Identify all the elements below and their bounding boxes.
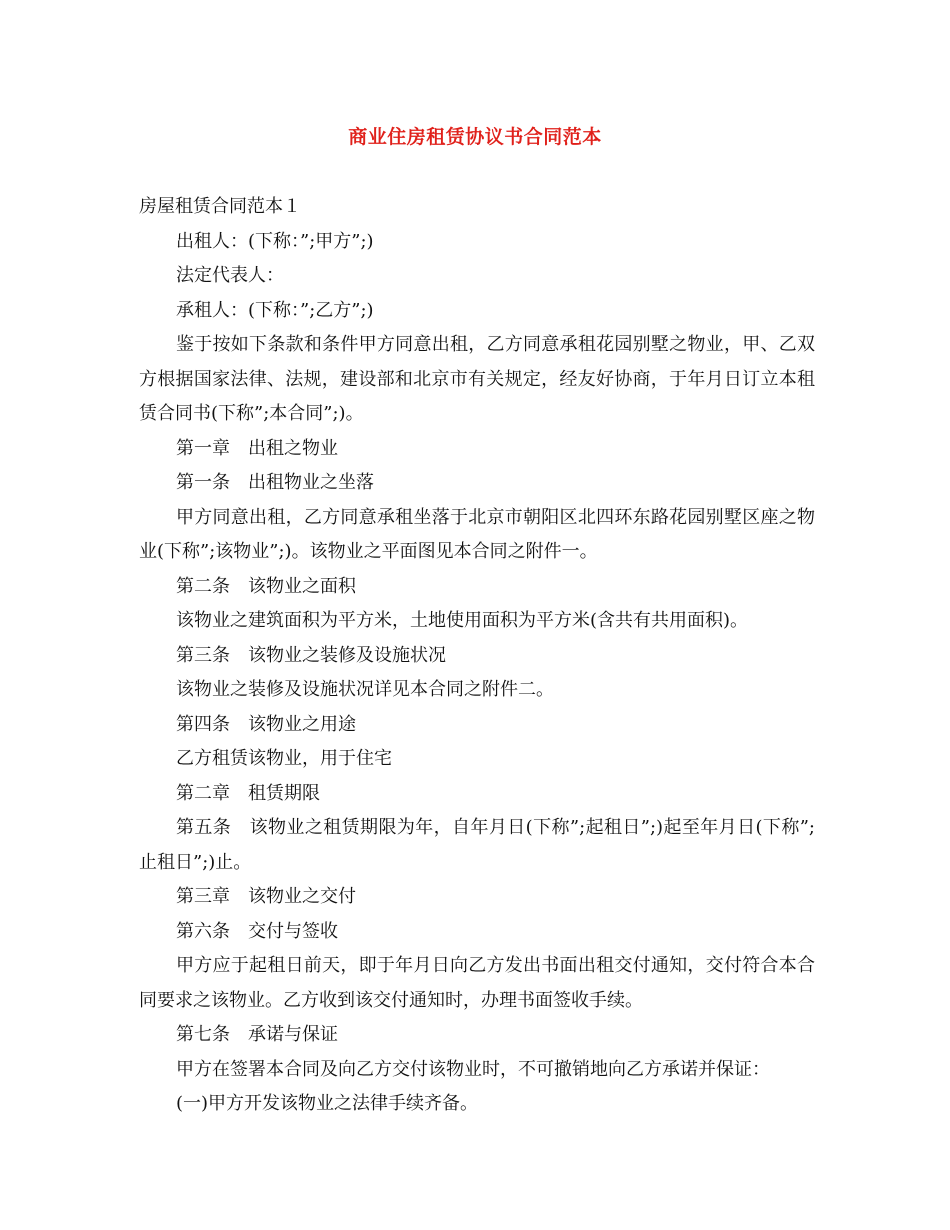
paragraph: 第四条 该物业之用途 — [176, 713, 356, 735]
document-body — [139, 190, 815, 1122]
paragraph: 甲方在签署本合同及向乙方交付该物业时，不可撤销地向乙方承诺并保证： — [176, 1058, 770, 1080]
paragraph: 第六条 交付与签收 — [176, 920, 338, 942]
paragraph: (一)甲方开发该物业之法律手续齐备。 — [176, 1093, 479, 1114]
paragraph: 第一条 出租物业之坐落 — [176, 472, 374, 493]
paragraph: 第三条 该物业之装修及设施状况 — [176, 644, 446, 666]
document-title: 商业住房租赁协议书合同范本 — [348, 126, 602, 148]
paragraph: 该物业之装修及设施状况详见本合同之附件二。 — [176, 679, 554, 700]
paragraph: 承租人：(下称：”;乙方”;) — [176, 299, 374, 321]
paragraph: 鉴于按如下条款和条件甲方同意出租，乙方同意承租花园别墅之物业，甲、乙双方根据国家法律、法规，建设部和北京市有关规定，经友好协商，于年月日订立本租赁合同书(下称”;本合同”;)。 — [139, 334, 815, 424]
paragraph: 第三章 该物业之交付 — [176, 886, 356, 907]
paragraph: 房屋租赁合同范本１ — [139, 196, 301, 217]
paragraph: 该物业之建筑面积为平方米，土地使用面积为平方米(含共有共用面积)。 — [176, 610, 749, 631]
paragraph: 法定代表人： — [176, 265, 284, 286]
paragraph: 出租人：(下称：”;甲方”;) — [176, 230, 374, 252]
paragraph: 第五条 该物业之租赁期限为年，自年月日(下称”;起租日”;)起至年月日(下称”;止租日”;)止。 — [139, 817, 815, 873]
paragraph: 第二章 租赁期限 — [176, 782, 320, 804]
paragraph: 乙方租赁该物业，用于住宅 — [176, 748, 392, 769]
paragraph: 甲方同意出租，乙方同意承租坐落于北京市朝阳区北四环东路花园别墅区座之物业(下称”;该物业”;)。该物业之平面图见本合同之附件一。 — [139, 506, 815, 562]
paragraph: 第一章 出租之物业 — [176, 437, 338, 459]
paragraph: 第七条 承诺与保证 — [176, 1024, 338, 1045]
paragraph: 甲方应于起租日前天，即于年月日向乙方发出书面出租交付通知，交付符合本合同要求之该物业。乙方收到该交付通知时，办理书面签收手续。 — [139, 955, 815, 1011]
paragraph: 第二条 该物业之面积 — [176, 575, 356, 597]
